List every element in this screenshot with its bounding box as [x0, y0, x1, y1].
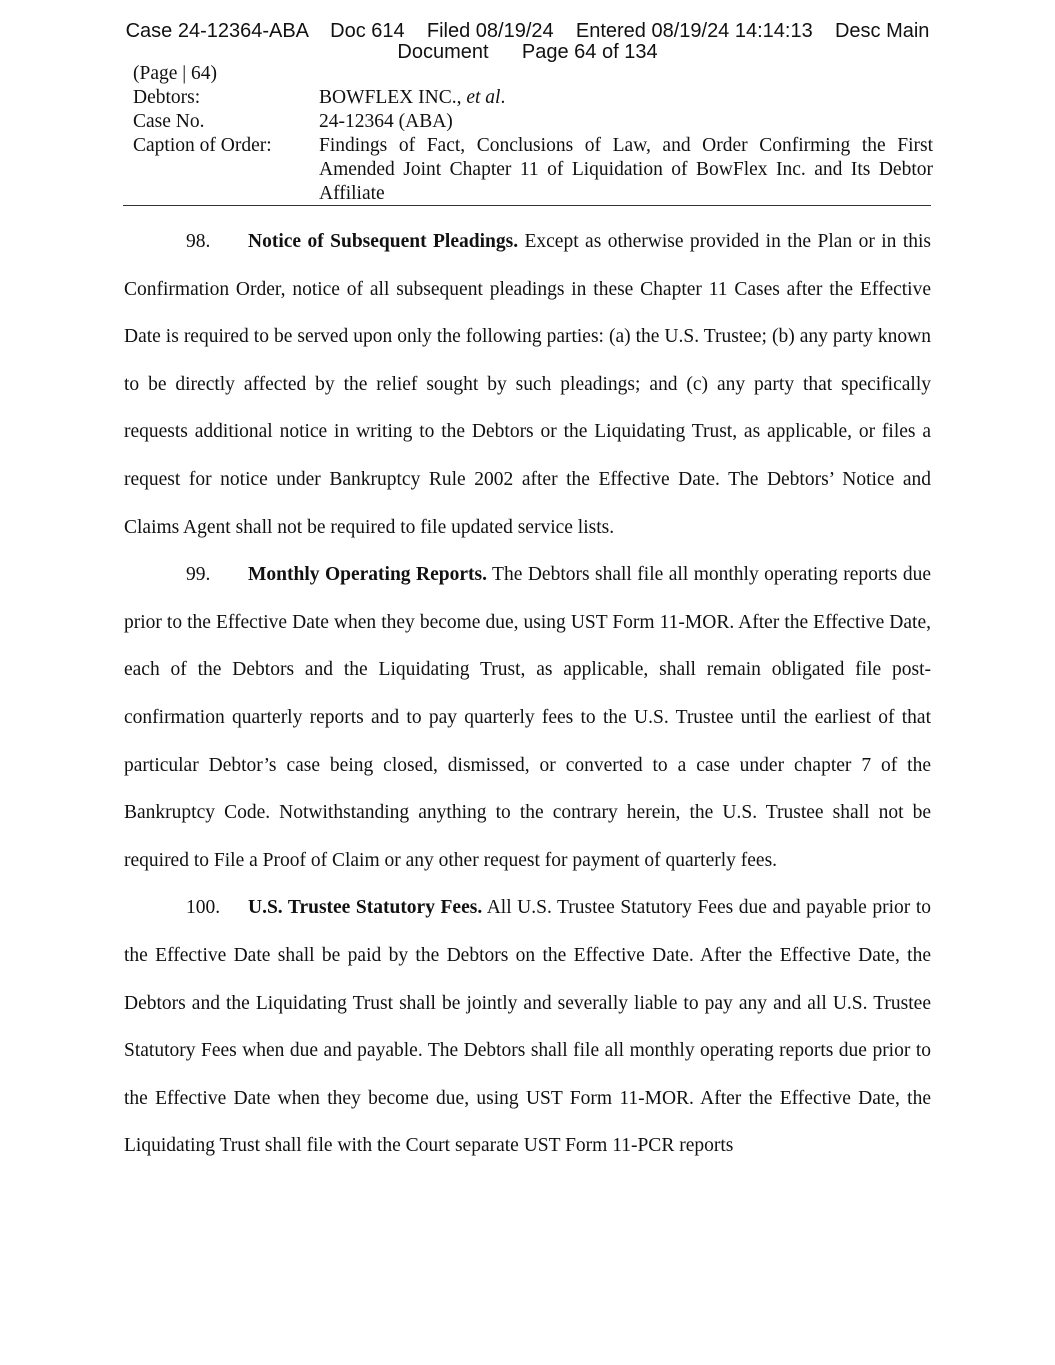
caption-order-value: Findings of Fact, Conclusions of Law, and Order Confirming the First Amended Joint Chapter 11 of Liquidation of BowFlex Inc. and Its Debtor Affiliate: [319, 135, 933, 204]
caption-case-no-row: [133, 110, 933, 134]
caption-debtors-row: [133, 86, 933, 110]
caption-debtors-period: .: [500, 87, 506, 108]
caption-case-no-label: Case No.: [133, 111, 205, 132]
paragraph-text: The Debtors shall file all monthly operating reports due prior to the Effective Date when they become due, using UST Form 11-MOR. After the Effective Date, each of the Debtors and the Liquidating Trust, as applicable, shall remain obligated file post-confirmation quarterly reports and to pay quarterly fees to the U.S. Trustee until the earliest of that particular Debtor’s case being closed, dismissed, or converted to a case under chapter 7 of the Bankruptcy Code. Notwithstanding anything to the contrary herein, the U.S. Trustee shall not be required to File a Proof of Claim or any other request for payment of quarterly fees.: [124, 564, 932, 871]
caption-case-no-value: 24-12364 (ABA): [319, 111, 453, 132]
caption-page-ref-row: [133, 62, 933, 86]
caption-divider: [123, 205, 931, 206]
paragraph-heading: Notice of Subsequent Pleadings.: [248, 231, 519, 252]
paragraph-heading: U.S. Trustee Statutory Fees.: [248, 897, 483, 919]
paragraph-number: 98.: [186, 231, 211, 252]
paragraph-text: Except as otherwise provided in the Plan or in this Confirmation Order, notice of all subsequent pleadings in these Chapter 11 Cases after the Effective Date is required to be served upon only the following parties: (a) the U.S. Trustee; (b) any party known to be directly affected by the relief sought by such pleadings; and (c) any party that specifically requests additional notice in writing to the Debtors or the Liquidating Trust, as applicable, or files a request for notice under Bankruptcy Rule 2002 after the Effective Date. The Debtors’ Notice and Claims Agent shall not be required to file updated service lists.: [124, 231, 931, 538]
paragraph-heading: Monthly Operating Reports.: [248, 564, 487, 586]
filing-stamp-line1: Case 24-12364-ABA Doc 614 Filed 08/19/24 Entered 08/19/24 14:14:13 Desc Main: [125, 20, 930, 42]
paragraph-number: 99.: [186, 564, 211, 586]
order-caption: [133, 62, 933, 206]
paragraph-number: 100.: [186, 897, 221, 919]
paragraph-99: [124, 551, 931, 884]
caption-debtors-et-al: et al: [466, 87, 501, 108]
document-body: [124, 218, 931, 1170]
caption-debtors-name: BOWFLEX INC.,: [319, 87, 467, 108]
paragraph-text: All U.S. Trustee Statutory Fees due and payable prior to the Effective Date shall be paid by the Debtors on the Effective Date. After the Effective Date, the Debtors and the Liquidating Trust shall be jointly and severally liable to pay any and all U.S. Trustee Statutory Fees when due and payable. The Debtors shall file all monthly operating reports due prior to the Effective Date when they become due, using UST Form 11-MOR. After the Effective Date, the Liquidating Trust shall file with the Court separate UST Form 11-PCR reports: [124, 897, 931, 1157]
caption-debtors-value: [319, 86, 933, 110]
paragraph-98: [124, 218, 931, 551]
caption-page-ref: (Page | 64): [133, 63, 218, 84]
caption-debtors-label: Debtors:: [133, 87, 201, 108]
filing-stamp-line2: Document Page 64 of 134: [397, 41, 658, 63]
paragraph-100: [124, 884, 931, 1170]
caption-order-label: Caption of Order:: [133, 135, 272, 156]
caption-order-row: [133, 134, 933, 206]
